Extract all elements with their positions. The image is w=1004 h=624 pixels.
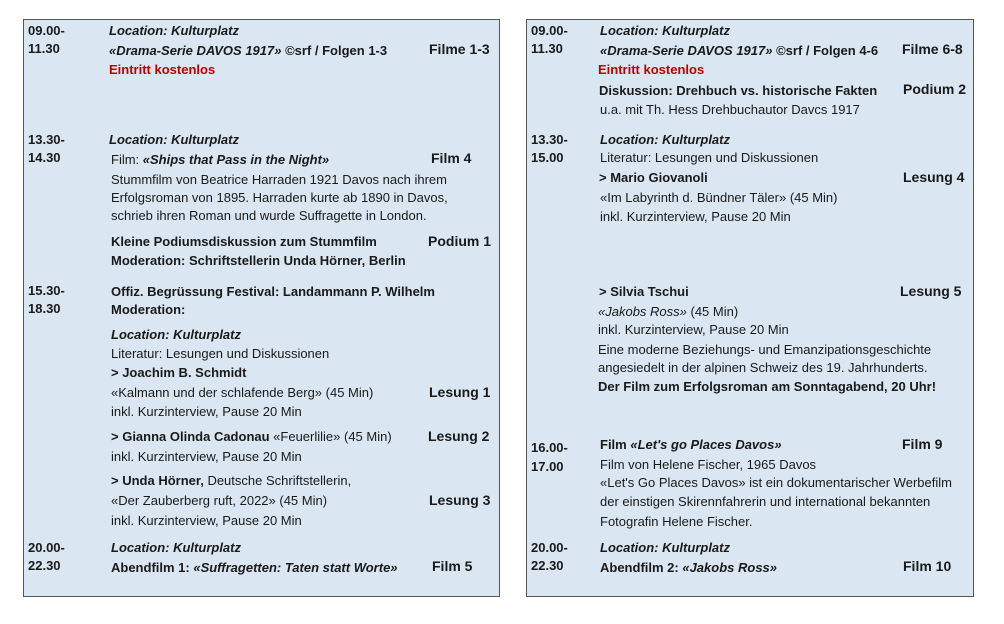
author-description: Deutsche Schriftstellerin, [203,473,352,488]
time-start: 13.30- [28,132,65,147]
reading-author [111,472,351,489]
free-entry-note: Eintritt kostenlos [598,62,705,77]
reading-description: angesiedelt in der alpinen Schweiz des 19. Jahrhunderts. [598,360,928,375]
reading-author-title [111,428,392,445]
schedule-column-left [23,19,500,597]
reading-title: «Kalmann und der schlafende Berg» (45 Min) [111,385,374,400]
film-description-line: «Let's Go Places Davos» ist ein dokumentarischer Werbefilm [600,475,952,490]
literature-heading: Literatur: Lesungen und Diskussionen [111,346,330,361]
time-start: 09.00- [28,23,65,38]
podium-title: Kleine Podiumsdiskussion zum Stummfilm [111,234,377,249]
discussion-subtitle: u.a. mit Th. Hess Drehbuchautor Davcs 1917 [600,102,860,117]
program-title [109,42,387,59]
film-prefix: Film: [111,152,143,167]
author-name: > Unda Hörner, [111,473,204,488]
reading-title: «Im Labyrinth d. Bündner Täler» (45 Min) [600,190,838,205]
time-end: 22.30 [531,558,564,573]
location-label: Location: Kulturplatz [111,540,241,555]
evening-film-prefix: Abendfilm 1: [111,560,194,575]
evening-film-title: «Suffragetten: Taten statt Worte» [193,560,398,575]
time-start: 15.30- [28,283,65,298]
author-name: > Mario Giovanoli [599,170,708,185]
location-label: Location: Kulturplatz [600,23,730,38]
discussion-title: Diskussion: Drehbuch vs. historische Fakten [599,83,878,98]
author-name: > Gianna Olinda Cadonau [111,429,270,444]
film-description-line: der einstigen Skirennfahrerin und international bekannten [600,494,931,509]
time-end: 11.30 [28,41,60,56]
film-description-line: schrieb ihren Roman und wurde Suffragette in London. [111,208,427,223]
film-title [600,436,782,453]
reading-title [598,303,738,320]
film-description-line: Fotografin Helene Fischer. [600,514,753,529]
film-prefix: Film [600,437,631,452]
film-description-line: Stummfilm von Beatrice Harraden 1921 Davos nach ihrem [111,172,447,187]
program-tag: Filme 1-3 [429,41,490,57]
film-description-line: Erfolgsroman von 1895. Harraden kurte ab 1890 in Davos, [111,190,448,205]
time-end: 17.00 [531,459,564,474]
literature-heading: Literatur: Lesungen und Diskussionen [600,150,819,165]
program-tag: Film 9 [902,436,943,452]
time-end: 14.30 [28,150,61,165]
program-tag: Filme 6-8 [902,41,963,57]
time-start: 20.00- [28,540,65,555]
film-title [111,151,329,168]
evening-film-title: «Jakobs Ross» [682,560,778,575]
time-start: 09.00- [531,23,568,38]
program-tag: Lesung 4 [903,169,965,185]
reading-extra: inkl. Kurzinterview, Pause 20 Min [111,513,302,528]
program-tag: Podium 1 [428,233,492,249]
reading-title: «Der Zauberberg ruft, 2022» (45 Min) [111,493,328,508]
program-tag: Lesung 2 [428,428,490,444]
program-title-italic: «Drama-Serie DAVOS 1917» [109,43,282,58]
film-title-italic: «Ships that Pass in the Night» [142,152,330,167]
program-tag: Film 4 [431,150,472,166]
reading-duration: (45 Min) [686,304,739,319]
program-title-rest: ©srf / Folgen 4-6 [772,43,879,58]
evening-film-prefix: Abendfilm 2: [600,560,683,575]
podium-moderation: Moderation: Schriftstellerin Unda Hörner, Berlin [111,253,406,268]
evening-film [600,559,777,576]
film-description-line: Film von Helene Fischer, 1965 Davos [600,457,817,472]
location-label: Location: Kulturplatz [600,132,730,147]
moderation-line: Moderation: [111,302,186,317]
time-start: 20.00- [531,540,568,555]
program-tag: Podium 2 [903,81,967,97]
time-end: 15.00 [531,150,564,165]
time-start: 16.00- [531,440,568,455]
location-label: Location: Kulturplatz [111,327,241,342]
program-title-rest: ©srf / Folgen 1-3 [281,43,388,58]
time-end: 22.30 [28,558,61,573]
author-name: > Joachim B. Schmidt [111,365,247,380]
reading-note: Der Film zum Erfolgsroman am Sonntagabend, 20 Uhr! [598,379,937,394]
program-title-italic: «Drama-Serie DAVOS 1917» [600,43,773,58]
program-tag: Film 10 [903,558,952,574]
welcome-line: Offiz. Begrüssung Festival: Landammann P. Wilhelm [111,284,435,299]
location-label: Location: Kulturplatz [600,540,730,555]
time-end: 11.30 [531,41,563,56]
reading-extra: inkl. Kurzinterview, Pause 20 Min [111,449,302,464]
reading-title: «Feuerlilie» (45 Min) [269,429,392,444]
location-label: Location: Kulturplatz [109,132,239,147]
program-tag: Lesung 3 [429,492,491,508]
author-name: > Silvia Tschui [599,284,689,299]
location-label: Location: Kulturplatz [109,23,239,38]
film-title-italic: «Let's go Places Davos» [630,437,782,452]
program-tag: Film 5 [432,558,473,574]
program-tag: Lesung 1 [429,384,491,400]
program-tag: Lesung 5 [900,283,962,299]
program-title [600,42,878,59]
reading-title-italic: «Jakobs Ross» [598,304,687,319]
reading-description: Eine moderne Beziehungs- und Emanzipationsgeschichte [598,342,932,357]
reading-extra: inkl. Kurzinterview, Pause 20 Min [600,209,791,224]
time-start: 13.30- [531,132,568,147]
reading-extra: inkl. Kurzinterview, Pause 20 Min [598,322,789,337]
free-entry-note: Eintritt kostenlos [109,62,216,77]
time-end: 18.30 [28,301,61,316]
reading-extra: inkl. Kurzinterview, Pause 20 Min [111,404,302,419]
evening-film [111,559,398,576]
